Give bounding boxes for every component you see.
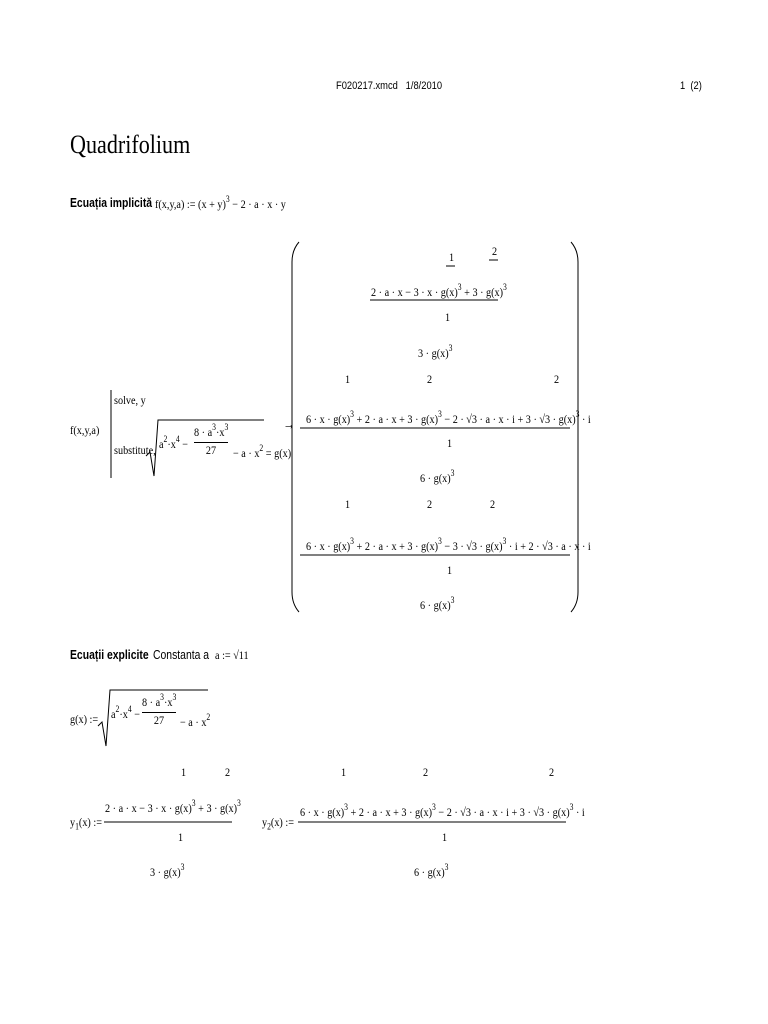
r2-fraction-bar	[300, 428, 572, 430]
y2-exp-2: 2	[423, 765, 429, 779]
header-page: 1 (2)	[680, 80, 702, 92]
r3-numerator: $6 \cdot x \cdot g(x)^3 + 2 \cdot a \cdot x + 3 \cdot g(x)^3 - 3 \cdot √3 \cdot g(x)^3 \cdot i + 2 \cdot √3 \cdot a \cdot x \cdot i$	[306, 536, 591, 553]
y1-den-exp-1: 1	[178, 830, 184, 844]
r3-exp-2: 2	[427, 497, 433, 511]
y1-numerator: $2 \cdot a \cdot x - 3 \cdot x \cdot g(x)^3 + 3 \cdot g(x)^3$	[105, 798, 241, 815]
y2-den-exp-1: 1	[442, 830, 448, 844]
r1-numerator: $2 \cdot a \cdot x - 3 \cdot x \cdot g(x)^3 + 3 \cdot g(x)^3$	[371, 282, 507, 299]
constant-definition[interactable]: a := √11	[215, 648, 249, 662]
r1-fraction-bar	[370, 300, 500, 302]
r2-exp-1: 1	[345, 372, 351, 386]
y2-denominator: $6 \cdot g(x)^3$	[414, 862, 449, 879]
g-expr-1: $a^2\cdot x^4$ −	[111, 704, 140, 721]
y2-fraction-bar	[298, 822, 568, 824]
r1-exp-2: 2	[492, 244, 498, 258]
substitute-frac: $8 \cdot a^3\cdot x^3$ 27	[194, 422, 229, 457]
y1-exp-1: 1	[181, 765, 187, 779]
g-definition-lhs[interactable]: g(x) :=	[70, 712, 99, 726]
substitute-keyword: substitute,	[114, 443, 156, 457]
r1-exp-1: 1	[449, 250, 455, 264]
substitute-expr-2: − $a \cdot x^2 = g(x)$	[233, 443, 292, 460]
r3-exp-2b: 2	[490, 497, 496, 511]
solve-call: f(x,y,a)	[70, 423, 100, 437]
r2-exp-2b: 2	[554, 372, 560, 386]
r1-exp-bars	[446, 266, 506, 268]
r3-denominator: $6 \cdot g(x)^3$	[420, 595, 455, 612]
header-date: 1/8/2010	[405, 80, 443, 92]
r2-exp-2: 2	[427, 372, 433, 386]
result-arrow: →	[283, 418, 295, 433]
y2-numerator: $6 \cdot x \cdot g(x)^3 + 2 \cdot a \cdot x + 3 \cdot g(x)^3 - 2 \cdot √3 \cdot a \cdot x \cdot i + 3 \cdot √3 \cdot g(x)^3 \cdot i$	[300, 802, 585, 819]
page-title: Quadrifolium	[70, 130, 191, 159]
matrix-left-paren	[292, 242, 300, 612]
r2-numerator: $6 \cdot x \cdot g(x)^3 + 2 \cdot a \cdot x + 3 \cdot g(x)^3 - 2 \cdot √3 \cdot a \cdot x \cdot i + 3 \cdot √3 \cdot g(x)^3 \cdot i$	[306, 409, 591, 426]
g-expr-2: − $a \cdot x^2$	[180, 712, 211, 729]
y2-definition-lhs[interactable]: $y_2(x)$ :=	[262, 815, 294, 832]
y1-denominator: $3 \cdot g(x)^3$	[150, 862, 185, 879]
y1-fraction-bar	[104, 822, 234, 824]
y2-exp-2b: 2	[549, 765, 555, 779]
y1-definition-lhs[interactable]: $y_1(x)$ :=	[70, 815, 102, 832]
header-filename: F020217.xmcd 1/8/2010	[336, 80, 443, 92]
g-frac: $8 \cdot a^3\cdot x^3$ 27	[142, 692, 177, 727]
implicit-definition[interactable]: f(x,y,a) := $(x + y)^3 - 2 \cdot a \cdot x \cdot y$	[155, 194, 286, 211]
r2-den-exp-1: 1	[447, 436, 453, 450]
implicit-label: Ecuația implicită	[70, 195, 153, 210]
r2-denominator: $6 \cdot g(x)^3$	[420, 468, 455, 485]
substitute-expr-1: $a^2\cdot x^4$ −	[159, 434, 188, 451]
r1-denominator: $3 \cdot g(x)^3$	[418, 343, 453, 360]
y1-exp-2: 2	[225, 765, 231, 779]
explicit-label: Ecuații explicite	[70, 647, 149, 662]
constant-label: Constanta a	[153, 647, 210, 662]
y2-exp-1: 1	[341, 765, 347, 779]
r3-exp-1: 1	[345, 497, 351, 511]
r1-den-exp-1: 1	[445, 310, 451, 324]
solve-keyword: solve, y	[114, 393, 146, 407]
r3-den-exp-1: 1	[447, 563, 453, 577]
r3-fraction-bar	[300, 555, 572, 557]
